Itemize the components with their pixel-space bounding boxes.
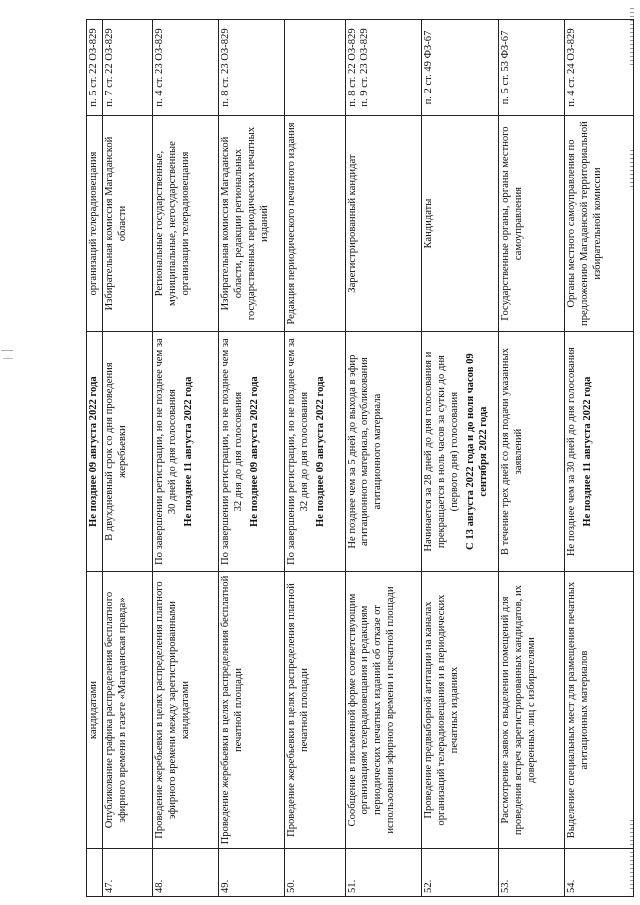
- cell-event: Проведение жеребьевки в целях распределения платной печатной площади: [284, 572, 345, 849]
- cell-basis: п. 4 ст. 23 ОЗ-829: [152, 20, 218, 116]
- table-row: [564, 20, 633, 897]
- deadline-date: Не позднее 11 августа 2022 года: [581, 376, 593, 527]
- election-calendar-table: [86, 19, 634, 897]
- deadline-text: Начинается за 28 дней до дня голосования и прекращается в ноль часов за сутки до дня (первого дня) голосования: [423, 351, 461, 552]
- cell-num: 53.: [498, 849, 564, 897]
- deadline-date: С 13 августа 2022 года и до ноля часов 09 сентября 2022 года: [464, 353, 489, 550]
- table-row: [218, 20, 284, 897]
- cell-executor: Зарегистрированный кандидат: [345, 116, 422, 332]
- cell-executor: Региональные государственные, муниципальные, негосударственные организации телерадиовещания: [152, 116, 218, 332]
- deadline-text: По завершении регистрации, но не позднее чем за 30 дней до дня голосования: [153, 338, 178, 565]
- cell-basis: п. 8 ст. 23 ОЗ-829: [218, 20, 284, 116]
- cell-executor: Органы местного самоуправления по предложению Магаданской территориальной избирательной комиссии: [564, 116, 633, 332]
- deadline-date: Не позднее 11 августа 2022 года: [182, 376, 194, 527]
- cell-executor: организаций телерадиовещания: [87, 116, 103, 332]
- cell-event: кандидатами: [87, 572, 103, 849]
- deadline-text: По завершении регистрации, но не позднее чем за 32 дня до дня голосования: [285, 338, 310, 565]
- cell-event: Опубликование графика распределения бесплатного эфирного времени в газете «Магаданская правда»: [102, 572, 152, 849]
- scan-mark: [1, 350, 13, 351]
- cell-deadline: [422, 332, 499, 572]
- cell-basis: п. 2 ст. 49 ФЗ-67: [422, 20, 499, 116]
- cell-event: Выделение специальных мест для размещения печатных агитационных материалов: [564, 572, 633, 849]
- cell-deadline: [152, 332, 218, 572]
- cell-executor: Кандидаты: [422, 116, 499, 332]
- cell-executor: Избирательная комиссия Магаданской области: [102, 116, 152, 332]
- cell-basis: п. 8 ст. 22 ОЗ-829 п. 9 ст. 23 ОЗ-829: [345, 20, 422, 116]
- deadline-text: В двухдневный срок со дня проведения жеребьевки: [103, 362, 128, 541]
- cell-event: Проведение жеребьевки в целях распределения бесплатной печатной площади: [218, 572, 284, 849]
- scan-mark: [3, 358, 13, 359]
- table-row: [498, 20, 564, 897]
- deadline-text: Не позднее чем за 5 дней до выхода в эфир агитационного материала, опубликования агитационного материала: [346, 354, 384, 549]
- cell-basis: п. 5 ст. 53 ФЗ-67: [498, 20, 564, 116]
- table-row: [284, 20, 345, 897]
- table-row: [102, 20, 152, 897]
- table-row: [152, 20, 218, 897]
- cell-num: 54.: [564, 849, 633, 897]
- cell-basis: [284, 20, 345, 116]
- cell-num: 51.: [345, 849, 422, 897]
- cell-executor: Государственные органы, органы местного самоуправления: [498, 116, 564, 332]
- cell-deadline: [498, 332, 564, 572]
- cell-num: 47.: [102, 849, 152, 897]
- table-row: [422, 20, 499, 897]
- deadline-text: В течение трех дней со дня подачи указанных заявлений: [499, 348, 524, 556]
- cell-event: Рассмотрение заявок о выделении помещений для проведения встреч зарегистрированных кандидатов, их доверенных лиц с избирателями: [498, 572, 564, 849]
- cell-basis: п. 4 ст. 24 ОЗ-829: [564, 20, 633, 116]
- cell-deadline: [345, 332, 422, 572]
- deadline-text: Не позднее чем за 30 дней до дня голосования: [565, 347, 577, 557]
- cell-num: 49.: [218, 849, 284, 897]
- cell-num: 50.: [284, 849, 345, 897]
- cell-num: [87, 849, 103, 897]
- cell-event: Проведение жеребьевки в целях распределения платного эфирного времени между зарегистрированными кандидатами: [152, 572, 218, 849]
- deadline-text: По завершении регистрации, но не позднее чем за 32 дня до дня голосования: [219, 338, 244, 565]
- deadline-date: Не позднее 09 августа 2022 года: [314, 376, 326, 527]
- cell-deadline: [284, 332, 345, 572]
- table-row-continuation: [87, 20, 103, 897]
- cell-deadline: [218, 332, 284, 572]
- cell-basis: п. 7 ст. 22 ОЗ-829: [102, 20, 152, 116]
- cell-basis: п. 5 ст. 22 ОЗ-829: [87, 20, 103, 116]
- cell-executor: Редакция периодического печатного издания: [284, 116, 345, 332]
- cell-event: Проведение предвыборной агитации на каналах организаций телерадиовещания и в периодических печатных изданиях: [422, 572, 499, 849]
- cell-num: 48.: [152, 849, 218, 897]
- cell-event: Сообщение в письменной форме соответствующим организациям телерадиовещания и редакциям периодических печатных изданий об отказе от использования эфирного времени и печатной площади: [345, 572, 422, 849]
- cell-num: 52.: [422, 849, 499, 897]
- rotated-table-wrapper: [86, 19, 634, 897]
- cell-deadline: [102, 332, 152, 572]
- cell-executor: Избирательная комиссия Магаданской области, редакции региональных государственных периодических печатных изданий: [218, 116, 284, 332]
- cell-deadline: [564, 332, 633, 572]
- deadline-date: Не позднее 09 августа 2022 года: [248, 376, 260, 527]
- cell-deadline: Не позднее 09 августа 2022 года: [87, 332, 103, 572]
- table-row: [345, 20, 422, 897]
